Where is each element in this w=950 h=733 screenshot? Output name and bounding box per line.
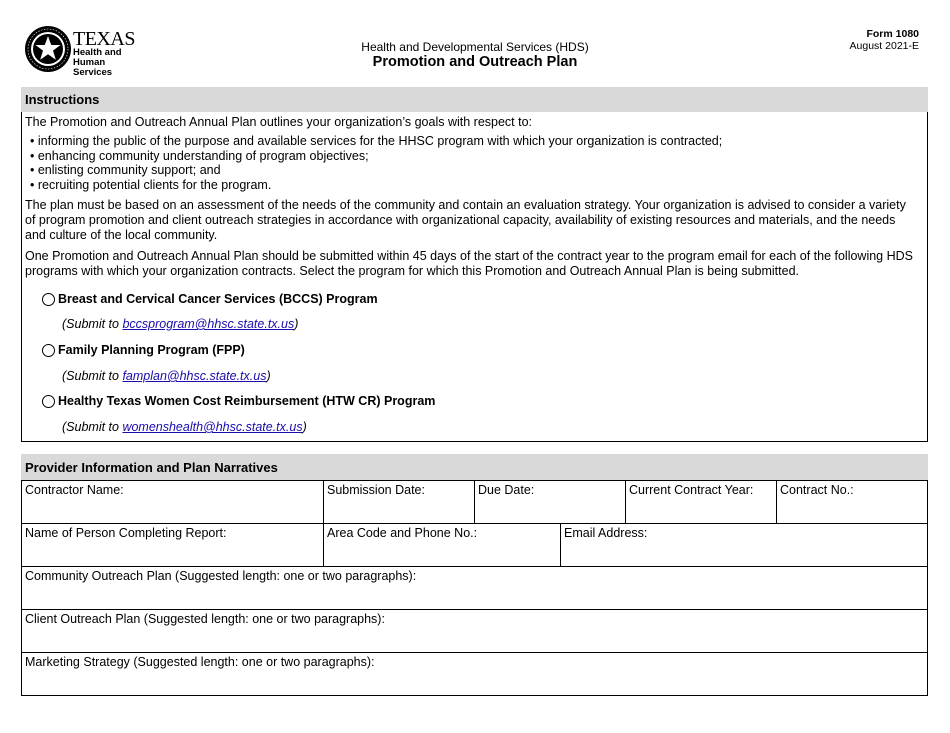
program-label: Healthy Texas Women Cost Reimbursement (HTW CR) Program <box>58 394 436 408</box>
program-option-bccs[interactable] <box>42 292 378 306</box>
provider-heading: Provider Information and Plan Narratives <box>21 454 928 480</box>
email-field[interactable]: Email Address: <box>564 526 648 540</box>
marketing-strategy-field[interactable]: Marketing Strategy (Suggested length: one or two paragraphs): <box>25 655 375 669</box>
list-item: • informing the public of the purpose and available services for the HHSC program with which your organization is contracted; <box>30 134 723 148</box>
client-outreach-field[interactable]: Client Outreach Plan (Suggested length: one or two paragraphs): <box>25 612 385 626</box>
texas-seal-icon <box>24 25 72 73</box>
radio-button[interactable] <box>42 395 55 408</box>
form-date: August 2021-E <box>849 40 919 52</box>
due-date-field[interactable]: Due Date: <box>478 483 535 497</box>
submit-instruction: (Submit to womenshealth@hhsc.state.tx.us) <box>62 420 307 434</box>
phone-field[interactable]: Area Code and Phone No.: <box>327 526 478 540</box>
radio-button[interactable] <box>42 293 55 306</box>
form-header <box>300 40 650 71</box>
logo-wordmark: TEXAS <box>73 28 135 50</box>
contract-number-field[interactable]: Contract No.: <box>780 483 854 497</box>
list-item: • recruiting potential clients for the program. <box>30 177 272 192</box>
community-outreach-field[interactable]: Community Outreach Plan (Suggested length: one or two paragraphs): <box>25 569 417 583</box>
form-number: Form 1080 <box>866 28 919 40</box>
contractor-name-field[interactable]: Contractor Name: <box>25 483 124 497</box>
email-link-fpp[interactable]: famplan@hhsc.state.tx.us <box>122 369 267 383</box>
contract-year-field[interactable]: Current Contract Year: <box>629 483 754 497</box>
instructions-paragraph: The plan must be based on an assessment of the needs of the community and contain an evaluation strategy. Your organization is advised to consider a variety of program promotion and client outreach strategies in accordance with organizational capacity, availability of existing resources and materials, and the needs and culture of the local community. <box>25 198 906 242</box>
instructions-paragraph: One Promotion and Outreach Annual Plan should be submitted within 45 days of the start of the contract year to the program email for each of the following HDS programs with which your organization contracts. Select the program for which this Promotion and Outreach Annual Plan is being submitted. <box>25 249 913 278</box>
list-item: • enlisting community support; and <box>30 163 221 177</box>
provider-form <box>21 480 928 696</box>
hhs-logo <box>24 25 154 78</box>
instructions-intro: The Promotion and Outreach Annual Plan outlines your organization’s goals with respect to: <box>25 115 533 129</box>
goals-list <box>30 134 722 192</box>
email-link-htw-cr[interactable]: womenshealth@hhsc.state.tx.us <box>122 420 303 434</box>
radio-button[interactable] <box>42 344 55 357</box>
list-item: • enhancing community understanding of program objectives; <box>30 148 369 163</box>
submit-instruction: (Submit to bccsprogram@hhsc.state.tx.us) <box>62 317 299 331</box>
form-info <box>850 28 919 52</box>
program-option-htw-cr[interactable] <box>42 394 435 408</box>
program-label: Breast and Cervical Cancer Services (BCCS) Program <box>58 292 378 306</box>
program-option-fpp[interactable] <box>42 343 245 357</box>
page-title: Promotion and Outreach Plan <box>372 54 578 70</box>
program-label: Family Planning Program (FPP) <box>58 343 245 357</box>
person-completing-field[interactable]: Name of Person Completing Report: <box>25 526 227 540</box>
email-link-bccs[interactable]: bccsprogram@hhsc.state.tx.us <box>122 317 295 331</box>
logo-subtitle: Health and Human Services <box>73 47 122 78</box>
instructions-heading: Instructions <box>21 87 928 112</box>
department-name: Health and Developmental Services (HDS) <box>361 40 589 54</box>
submit-instruction: (Submit to famplan@hhsc.state.tx.us) <box>62 369 271 383</box>
instructions-section <box>21 112 928 442</box>
submission-date-field[interactable]: Submission Date: <box>327 483 425 497</box>
